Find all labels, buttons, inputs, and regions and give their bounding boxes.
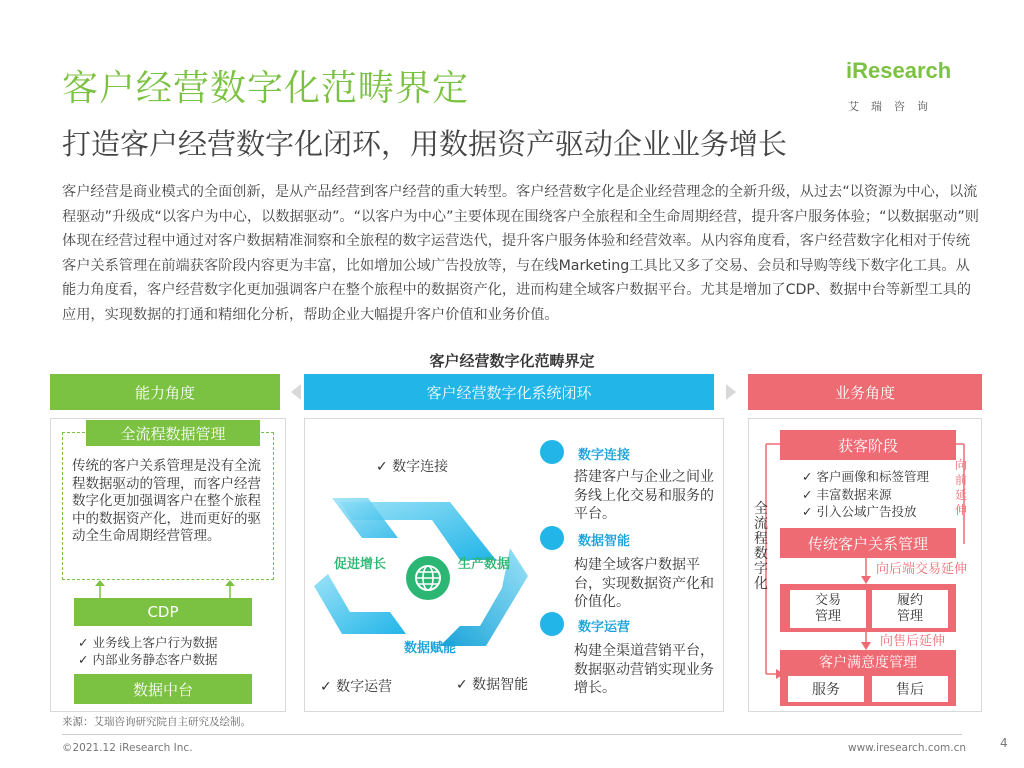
list-item: ✓ 客户画像和标签管理: [802, 469, 929, 484]
item-heading: 数据智能: [578, 534, 631, 549]
fulfillment-management-box: 履约 管理: [872, 590, 948, 628]
list-item: ✓ 丰富数据来源: [802, 486, 892, 502]
website-link[interactable]: www.iresearch.com.cn: [848, 742, 967, 754]
cdp-bullets: [78, 634, 217, 668]
logo-subtext: 艾瑞咨询: [848, 100, 940, 113]
item-text: 构建全域客户数据平台，实现数据资产化和价值化。: [574, 557, 714, 610]
copyright: ©2021.12 iResearch Inc.: [62, 742, 193, 754]
list-item: ✓ 内部业务静态客户数据: [78, 652, 218, 667]
satisfaction-title: 客户满意度管理: [819, 655, 917, 671]
list-item: ✓ 引入公域广告投放: [802, 504, 917, 519]
service-box: 服务: [788, 676, 864, 702]
capability-header: 能力角度: [50, 374, 280, 410]
bullet-dot-icon: [540, 440, 564, 464]
label-produce-data: 生产数据: [458, 557, 511, 572]
data-middle-platform-box: 数据中台: [74, 674, 252, 704]
intro-paragraph: 客户经营是商业模式的全面创新，是从产品经营到客户经营的重大转型。客户经营数字化是企业经营理念的全新升级，从过去“以资源为中心，以流程驱动”升级成“以客户为中心，以数据驱动”。“以客户为中心”主要体现在围绕客户全旅程和全生命周期经营，提升客户服务体验；“以数据驱动”则体现在经营过程中通过对客户数据精准洞察和全旅程的数字运营迭代，提升客户服务体验和经营效率。从内容角度看，客户经营数字化相对于传统客户关系管理在前端获客阶段内容更为丰富，比如增加公域广告投放等，与在线Marketing工具比又多了交易、会员和导购等线下数字化工具。从能力角度看，客户经营数字化更加强调客户在整个旅程中的数据资产化，进而构建全域客户数据平台。尤其是增加了CDP、数据中台等新型工具的应用，实现数据的打通和精细化分析，帮助企业大幅提升客户价值和业务价值。: [62, 184, 979, 323]
cycle-left-arrow: [314, 574, 406, 634]
arrow-right-icon: [726, 382, 740, 402]
page-title: 客户经营数字化范畴界定: [62, 68, 470, 109]
bullet-dot-icon: [540, 526, 564, 550]
closed-loop-header: 客户经营数字化系统闭环: [304, 374, 714, 410]
check-data-intelligence: ✓ 数据智能: [456, 677, 529, 693]
arrow-left-icon: [287, 382, 301, 402]
arrow-up-icon: [223, 580, 237, 598]
crm-box: 传统客户关系管理: [780, 528, 956, 558]
extend-aftersale-label: 向售后延伸: [880, 634, 946, 649]
arrow-up-icon: [93, 580, 107, 598]
label-data-empower: 数据赋能: [404, 641, 457, 656]
logo-text: iResearch: [846, 58, 952, 83]
extend-backend-label: 向后端交易延伸: [876, 562, 968, 577]
acquire-items: [802, 468, 929, 521]
page-number: 4: [1000, 736, 1008, 750]
full-process-digital-label: 全流程数字化: [754, 501, 768, 592]
page-subtitle: 打造客户经营数字化闭环，用数据资产驱动企业业务增长: [62, 127, 788, 161]
item-text: 构建全渠道营销平台，数据驱动营销实现业务增长。: [574, 643, 714, 696]
label-promote-growth: 促进增长: [334, 557, 387, 572]
iresearch-logo: [846, 58, 976, 118]
cdp-box: CDP: [74, 598, 252, 626]
aftersale-box: 售后: [872, 676, 948, 702]
business-header: 业务角度: [748, 374, 982, 410]
diagram-title: 客户经营数字化范畴界定: [429, 352, 595, 370]
item-heading: 数字运营: [578, 620, 631, 635]
item-text: 搭建客户与企业之间业务线上化交易和服务的平台。: [574, 469, 714, 522]
full-process-data-tag: 全流程数据管理: [86, 420, 260, 446]
globe-icon: [406, 556, 450, 600]
source-note: 来源：艾瑞咨询研究院自主研究及绘制。: [62, 716, 251, 728]
bullet-dot-icon: [540, 612, 564, 636]
data-management-text: 传统的客户关系管理是没有全流程数据驱动的管理，而客户经营数字化更加强调客户在整个旅程中的数据资产化，进而更好的驱动全生命周期经营管理。: [72, 458, 261, 545]
check-digital-connection: ✓ 数字连接: [376, 459, 449, 475]
acquire-stage-box: 获客阶段: [780, 430, 956, 460]
list-item: ✓ 业务线上客户行为数据: [78, 635, 218, 650]
trade-management-box: 交易 管理: [790, 590, 866, 628]
check-digital-operation: ✓ 数字运营: [320, 679, 393, 695]
extend-forward-label: 向前延伸: [955, 458, 968, 517]
item-heading: 数字连接: [578, 448, 631, 463]
footer-divider: [62, 734, 962, 735]
